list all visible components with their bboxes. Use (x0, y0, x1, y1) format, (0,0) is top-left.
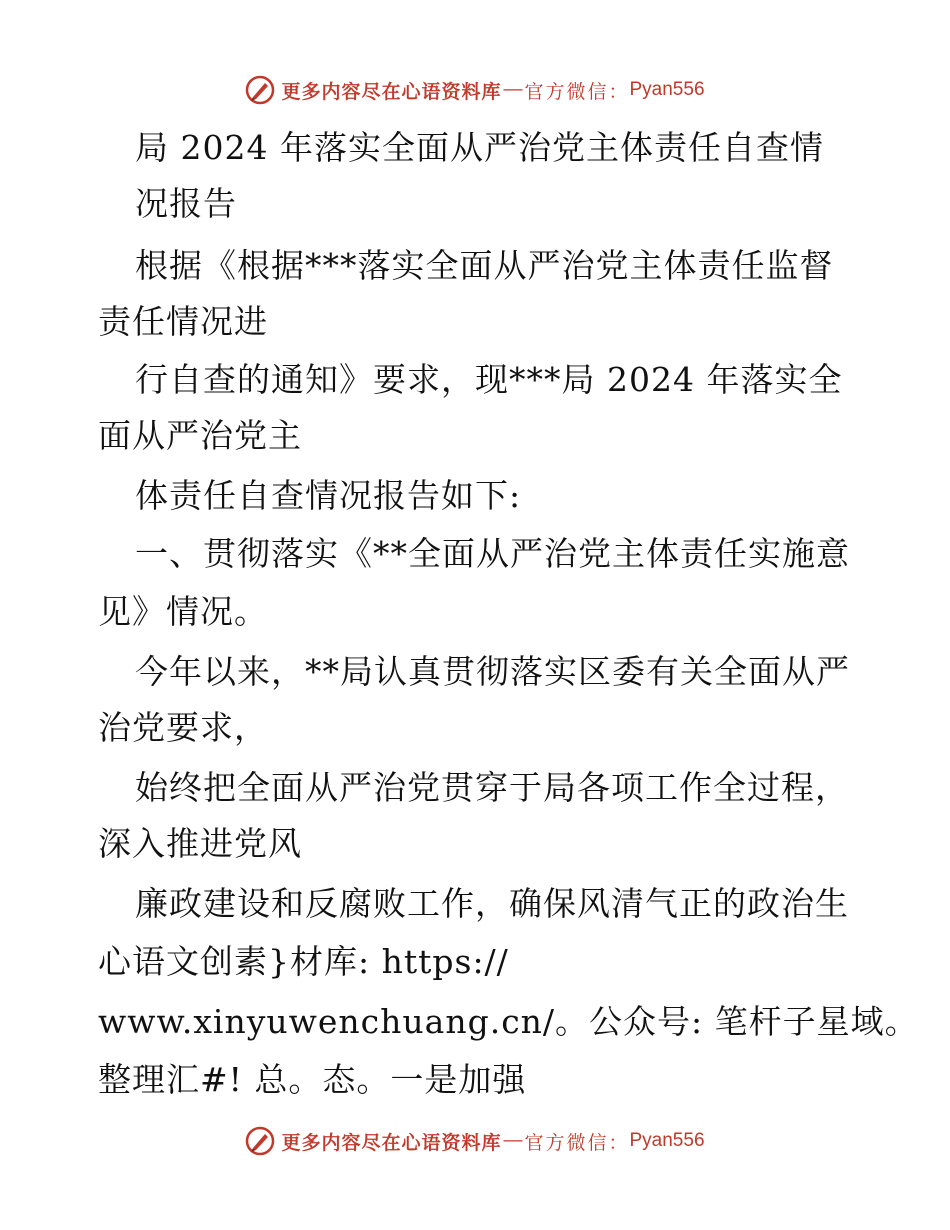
banner-wechat-id: Pyan556 (629, 79, 705, 100)
doc-line: 面从严治党主 (98, 416, 302, 455)
doc-line: 心语文创素}材库: https:// (98, 942, 509, 981)
doc-line: 整理汇#! 总。态。一是加强 (98, 1060, 527, 1099)
footer-banner (0, 1121, 950, 1161)
doc-line: 责任情况进 (98, 302, 268, 341)
doc-line: 根据《根据***落实全面从严治党主体责任监督 (135, 246, 834, 285)
doc-line: 行自查的通知》要求，现***局 2024 年落实全 (135, 360, 843, 399)
doc-line: 今年以来，**局认真贯彻落实区委有关全面从严 (135, 652, 850, 691)
banner-brand-text: 更多内容尽在心语资料库 (281, 80, 502, 103)
banner-wechat-label: 官方微信： (524, 1131, 630, 1154)
doc-line: 局 2024 年落实全面从严治党主体责任自查情 (135, 128, 824, 167)
doc-line: 况报告 (135, 184, 237, 223)
banner-brand-text: 更多内容尽在心语资料库 (281, 1131, 502, 1154)
doc-line: 始终把全面从严治党贯穿于局各项工作全过程， (135, 768, 849, 807)
pen-logo-icon (245, 75, 275, 105)
header-banner (0, 70, 950, 110)
doc-line: 一、贯彻落实《**全面从严治党主体责任实施意 (135, 534, 850, 573)
doc-line: 廉政建设和反腐败工作，确保风清气正的政治生 (135, 884, 849, 923)
doc-line: 见》情况。 (98, 592, 268, 631)
banner-dash: — (503, 79, 523, 100)
doc-line: www.xinyuwenchuang.cn/。公众号: 笔杆子星域。 (98, 1002, 919, 1041)
banner-wechat-id: Pyan556 (629, 1130, 705, 1151)
doc-line: 治党要求， (98, 708, 268, 747)
banner-wechat-label: 官方微信： (524, 80, 630, 103)
doc-line: 深入推进党风 (98, 824, 302, 863)
pen-logo-icon (245, 1126, 275, 1156)
doc-line: 体责任自查情况报告如下: (135, 476, 522, 515)
banner-dash: — (503, 1130, 523, 1151)
